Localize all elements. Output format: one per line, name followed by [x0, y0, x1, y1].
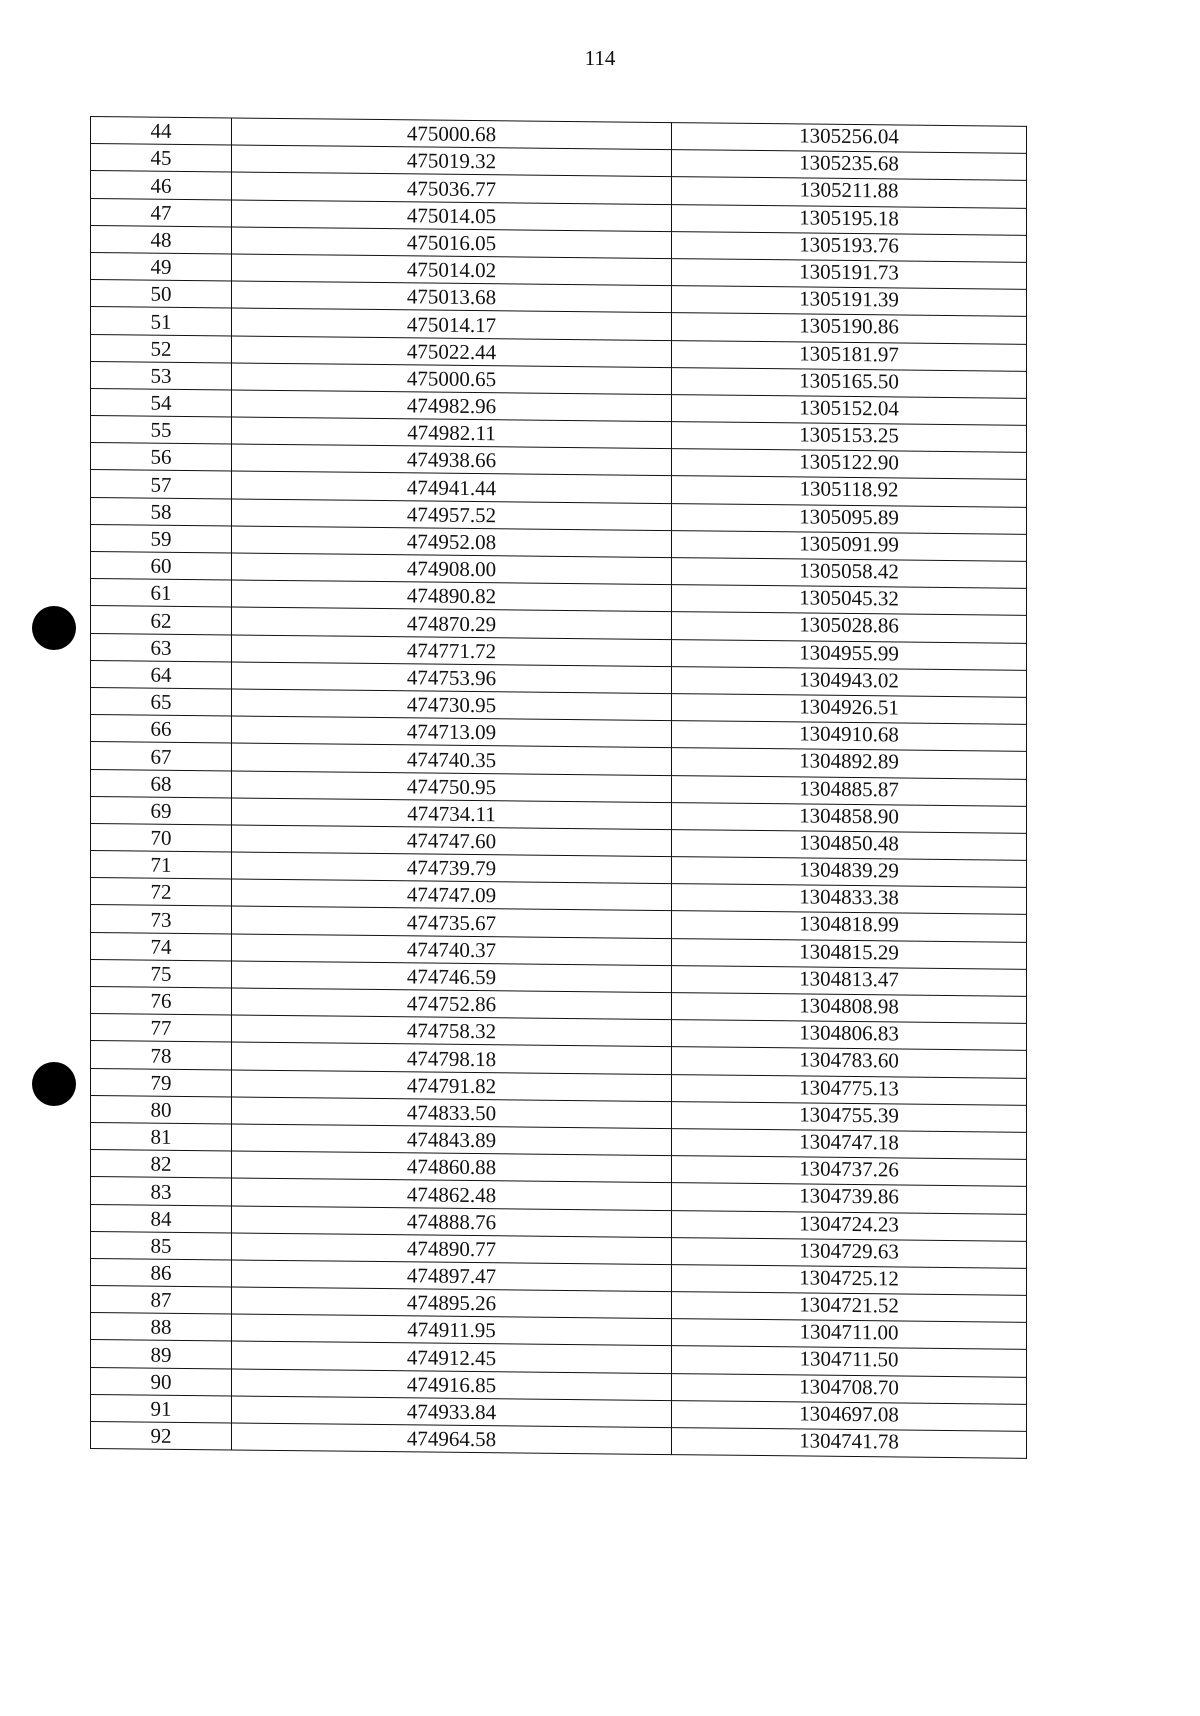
point-number-cell: 45 — [91, 144, 232, 173]
punch-hole-mark — [32, 1062, 76, 1106]
point-number-cell: 58 — [91, 497, 232, 526]
y-coordinate-cell: 1304747.18 — [672, 1129, 1027, 1160]
x-coordinate-cell: 474916.85 — [232, 1369, 672, 1401]
x-coordinate-cell: 474739.79 — [232, 852, 672, 884]
y-coordinate-cell: 1304885.87 — [672, 775, 1027, 806]
x-coordinate-cell: 474798.18 — [232, 1042, 672, 1074]
x-coordinate-cell: 474734.11 — [232, 798, 672, 830]
point-number-cell: 76 — [91, 987, 232, 1016]
y-coordinate-cell: 1304806.83 — [672, 1020, 1027, 1051]
y-coordinate-cell: 1305211.88 — [672, 177, 1027, 208]
y-coordinate-cell: 1304839.29 — [672, 857, 1027, 888]
y-coordinate-cell: 1304724.23 — [672, 1210, 1027, 1241]
y-coordinate-cell: 1305091.99 — [672, 530, 1027, 561]
point-number-cell: 64 — [91, 660, 232, 689]
point-number-cell: 91 — [91, 1394, 232, 1423]
x-coordinate-cell: 475014.17 — [232, 308, 672, 340]
x-coordinate-cell: 474862.48 — [232, 1178, 672, 1210]
y-coordinate-cell: 1304833.38 — [672, 884, 1027, 915]
x-coordinate-cell: 474740.35 — [232, 743, 672, 775]
point-number-cell: 74 — [91, 932, 232, 961]
y-coordinate-cell: 1305193.76 — [672, 231, 1027, 262]
x-coordinate-cell: 474771.72 — [232, 635, 672, 667]
y-coordinate-cell: 1304739.86 — [672, 1183, 1027, 1214]
point-number-cell: 49 — [91, 252, 232, 281]
x-coordinate-cell: 474730.95 — [232, 689, 672, 721]
y-coordinate-cell: 1304755.39 — [672, 1101, 1027, 1132]
y-coordinate-cell: 1305045.32 — [672, 585, 1027, 616]
y-coordinate-cell: 1305122.90 — [672, 449, 1027, 480]
y-coordinate-cell: 1304741.78 — [672, 1428, 1027, 1459]
point-number-cell: 56 — [91, 443, 232, 472]
y-coordinate-cell: 1305058.42 — [672, 558, 1027, 589]
x-coordinate-cell: 474964.58 — [232, 1423, 672, 1455]
y-coordinate-cell: 1305190.86 — [672, 313, 1027, 344]
y-coordinate-cell: 1304697.08 — [672, 1400, 1027, 1431]
point-number-cell: 44 — [91, 117, 232, 146]
x-coordinate-cell: 474747.09 — [232, 879, 672, 911]
x-coordinate-cell: 474911.95 — [232, 1314, 672, 1346]
point-number-cell: 63 — [91, 633, 232, 662]
point-number-cell: 61 — [91, 579, 232, 608]
x-coordinate-cell: 474895.26 — [232, 1287, 672, 1319]
point-number-cell: 66 — [91, 715, 232, 744]
y-coordinate-cell: 1305165.50 — [672, 367, 1027, 398]
x-coordinate-cell: 474890.77 — [232, 1233, 672, 1265]
x-coordinate-cell: 474860.88 — [232, 1151, 672, 1183]
y-coordinate-cell: 1304943.02 — [672, 666, 1027, 697]
y-coordinate-cell: 1305191.73 — [672, 259, 1027, 290]
x-coordinate-cell: 474735.67 — [232, 906, 672, 938]
point-number-cell: 47 — [91, 198, 232, 227]
point-number-cell: 85 — [91, 1231, 232, 1260]
x-coordinate-cell: 474752.86 — [232, 988, 672, 1020]
y-coordinate-cell: 1304813.47 — [672, 965, 1027, 996]
point-number-cell: 86 — [91, 1258, 232, 1287]
y-coordinate-cell: 1304721.52 — [672, 1292, 1027, 1323]
x-coordinate-cell: 474713.09 — [232, 716, 672, 748]
y-coordinate-cell: 1305195.18 — [672, 204, 1027, 235]
x-coordinate-cell: 474941.44 — [232, 471, 672, 503]
x-coordinate-cell: 474938.66 — [232, 444, 672, 476]
point-number-cell: 71 — [91, 851, 232, 880]
point-number-cell: 52 — [91, 334, 232, 363]
y-coordinate-cell: 1304775.13 — [672, 1074, 1027, 1105]
point-number-cell: 65 — [91, 687, 232, 716]
x-coordinate-cell: 474952.08 — [232, 526, 672, 558]
x-coordinate-cell: 475000.68 — [232, 118, 672, 150]
point-number-cell: 68 — [91, 769, 232, 798]
point-number-cell: 46 — [91, 171, 232, 200]
x-coordinate-cell: 474758.32 — [232, 1015, 672, 1047]
point-number-cell: 79 — [91, 1068, 232, 1097]
x-coordinate-cell: 474870.29 — [232, 607, 672, 639]
y-coordinate-cell: 1304783.60 — [672, 1047, 1027, 1078]
y-coordinate-cell: 1304711.00 — [672, 1319, 1027, 1350]
point-number-cell: 59 — [91, 524, 232, 553]
point-number-cell: 92 — [91, 1422, 232, 1451]
page-number: 114 — [584, 46, 616, 70]
coordinates-table — [90, 116, 1027, 1459]
y-coordinate-cell: 1304818.99 — [672, 911, 1027, 942]
x-coordinate-cell: 475000.65 — [232, 363, 672, 395]
y-coordinate-cell: 1305191.39 — [672, 286, 1027, 317]
y-coordinate-cell: 1304725.12 — [672, 1264, 1027, 1295]
point-number-cell: 70 — [91, 823, 232, 852]
punch-hole-mark — [32, 606, 76, 650]
x-coordinate-cell: 474982.96 — [232, 390, 672, 422]
x-coordinate-cell: 474982.11 — [232, 417, 672, 449]
point-number-cell: 83 — [91, 1177, 232, 1206]
x-coordinate-cell: 474791.82 — [232, 1070, 672, 1102]
point-number-cell: 67 — [91, 742, 232, 771]
y-coordinate-cell: 1304926.51 — [672, 694, 1027, 725]
y-coordinate-cell: 1305153.25 — [672, 422, 1027, 453]
point-number-cell: 60 — [91, 552, 232, 581]
y-coordinate-cell: 1304711.50 — [672, 1346, 1027, 1377]
point-number-cell: 78 — [91, 1041, 232, 1070]
x-coordinate-cell: 474746.59 — [232, 961, 672, 993]
y-coordinate-cell: 1305235.68 — [672, 150, 1027, 181]
x-coordinate-cell: 474833.50 — [232, 1097, 672, 1129]
point-number-cell: 73 — [91, 905, 232, 934]
y-coordinate-cell: 1304892.89 — [672, 748, 1027, 779]
x-coordinate-cell: 474740.37 — [232, 934, 672, 966]
x-coordinate-cell: 474897.47 — [232, 1260, 672, 1292]
x-coordinate-cell: 475019.32 — [232, 145, 672, 177]
y-coordinate-cell: 1305095.89 — [672, 503, 1027, 534]
x-coordinate-cell: 475013.68 — [232, 281, 672, 313]
point-number-cell: 57 — [91, 470, 232, 499]
y-coordinate-cell: 1304850.48 — [672, 829, 1027, 860]
y-coordinate-cell: 1304955.99 — [672, 639, 1027, 670]
x-coordinate-cell: 475016.05 — [232, 227, 672, 259]
x-coordinate-cell: 474912.45 — [232, 1341, 672, 1373]
point-number-cell: 72 — [91, 878, 232, 907]
point-number-cell: 51 — [91, 307, 232, 336]
point-number-cell: 54 — [91, 388, 232, 417]
point-number-cell: 69 — [91, 796, 232, 825]
point-number-cell: 50 — [91, 280, 232, 309]
point-number-cell: 53 — [91, 361, 232, 390]
x-coordinate-cell: 474908.00 — [232, 553, 672, 585]
y-coordinate-cell: 1304708.70 — [672, 1373, 1027, 1404]
y-coordinate-cell: 1305028.86 — [672, 612, 1027, 643]
y-coordinate-cell: 1305152.04 — [672, 394, 1027, 425]
point-number-cell: 84 — [91, 1204, 232, 1233]
y-coordinate-cell: 1305256.04 — [672, 123, 1027, 154]
x-coordinate-cell: 474753.96 — [232, 662, 672, 694]
point-number-cell: 75 — [91, 959, 232, 988]
y-coordinate-cell: 1304815.29 — [672, 938, 1027, 969]
x-coordinate-cell: 474957.52 — [232, 499, 672, 531]
x-coordinate-cell: 474750.95 — [232, 770, 672, 802]
x-coordinate-cell: 475014.02 — [232, 254, 672, 286]
x-coordinate-cell: 474890.82 — [232, 580, 672, 612]
y-coordinate-cell: 1305181.97 — [672, 340, 1027, 371]
point-number-cell: 80 — [91, 1095, 232, 1124]
x-coordinate-cell: 474933.84 — [232, 1396, 672, 1428]
y-coordinate-cell: 1304737.26 — [672, 1156, 1027, 1187]
point-number-cell: 90 — [91, 1367, 232, 1396]
y-coordinate-cell: 1304910.68 — [672, 721, 1027, 752]
point-number-cell: 62 — [91, 606, 232, 635]
point-number-cell: 89 — [91, 1340, 232, 1369]
point-number-cell: 77 — [91, 1014, 232, 1043]
x-coordinate-cell: 474843.89 — [232, 1124, 672, 1156]
x-coordinate-cell: 475036.77 — [232, 172, 672, 204]
y-coordinate-cell: 1304858.90 — [672, 802, 1027, 833]
point-number-cell: 81 — [91, 1122, 232, 1151]
y-coordinate-cell: 1304808.98 — [672, 993, 1027, 1024]
y-coordinate-cell: 1304729.63 — [672, 1237, 1027, 1268]
point-number-cell: 82 — [91, 1150, 232, 1179]
x-coordinate-cell: 474747.60 — [232, 825, 672, 857]
x-coordinate-cell: 474888.76 — [232, 1205, 672, 1237]
point-number-cell: 48 — [91, 225, 232, 254]
point-number-cell: 87 — [91, 1286, 232, 1315]
x-coordinate-cell: 475022.44 — [232, 335, 672, 367]
x-coordinate-cell: 475014.05 — [232, 200, 672, 232]
point-number-cell: 88 — [91, 1313, 232, 1342]
point-number-cell: 55 — [91, 416, 232, 445]
y-coordinate-cell: 1305118.92 — [672, 476, 1027, 507]
coordinates-table-body — [91, 117, 1027, 1459]
